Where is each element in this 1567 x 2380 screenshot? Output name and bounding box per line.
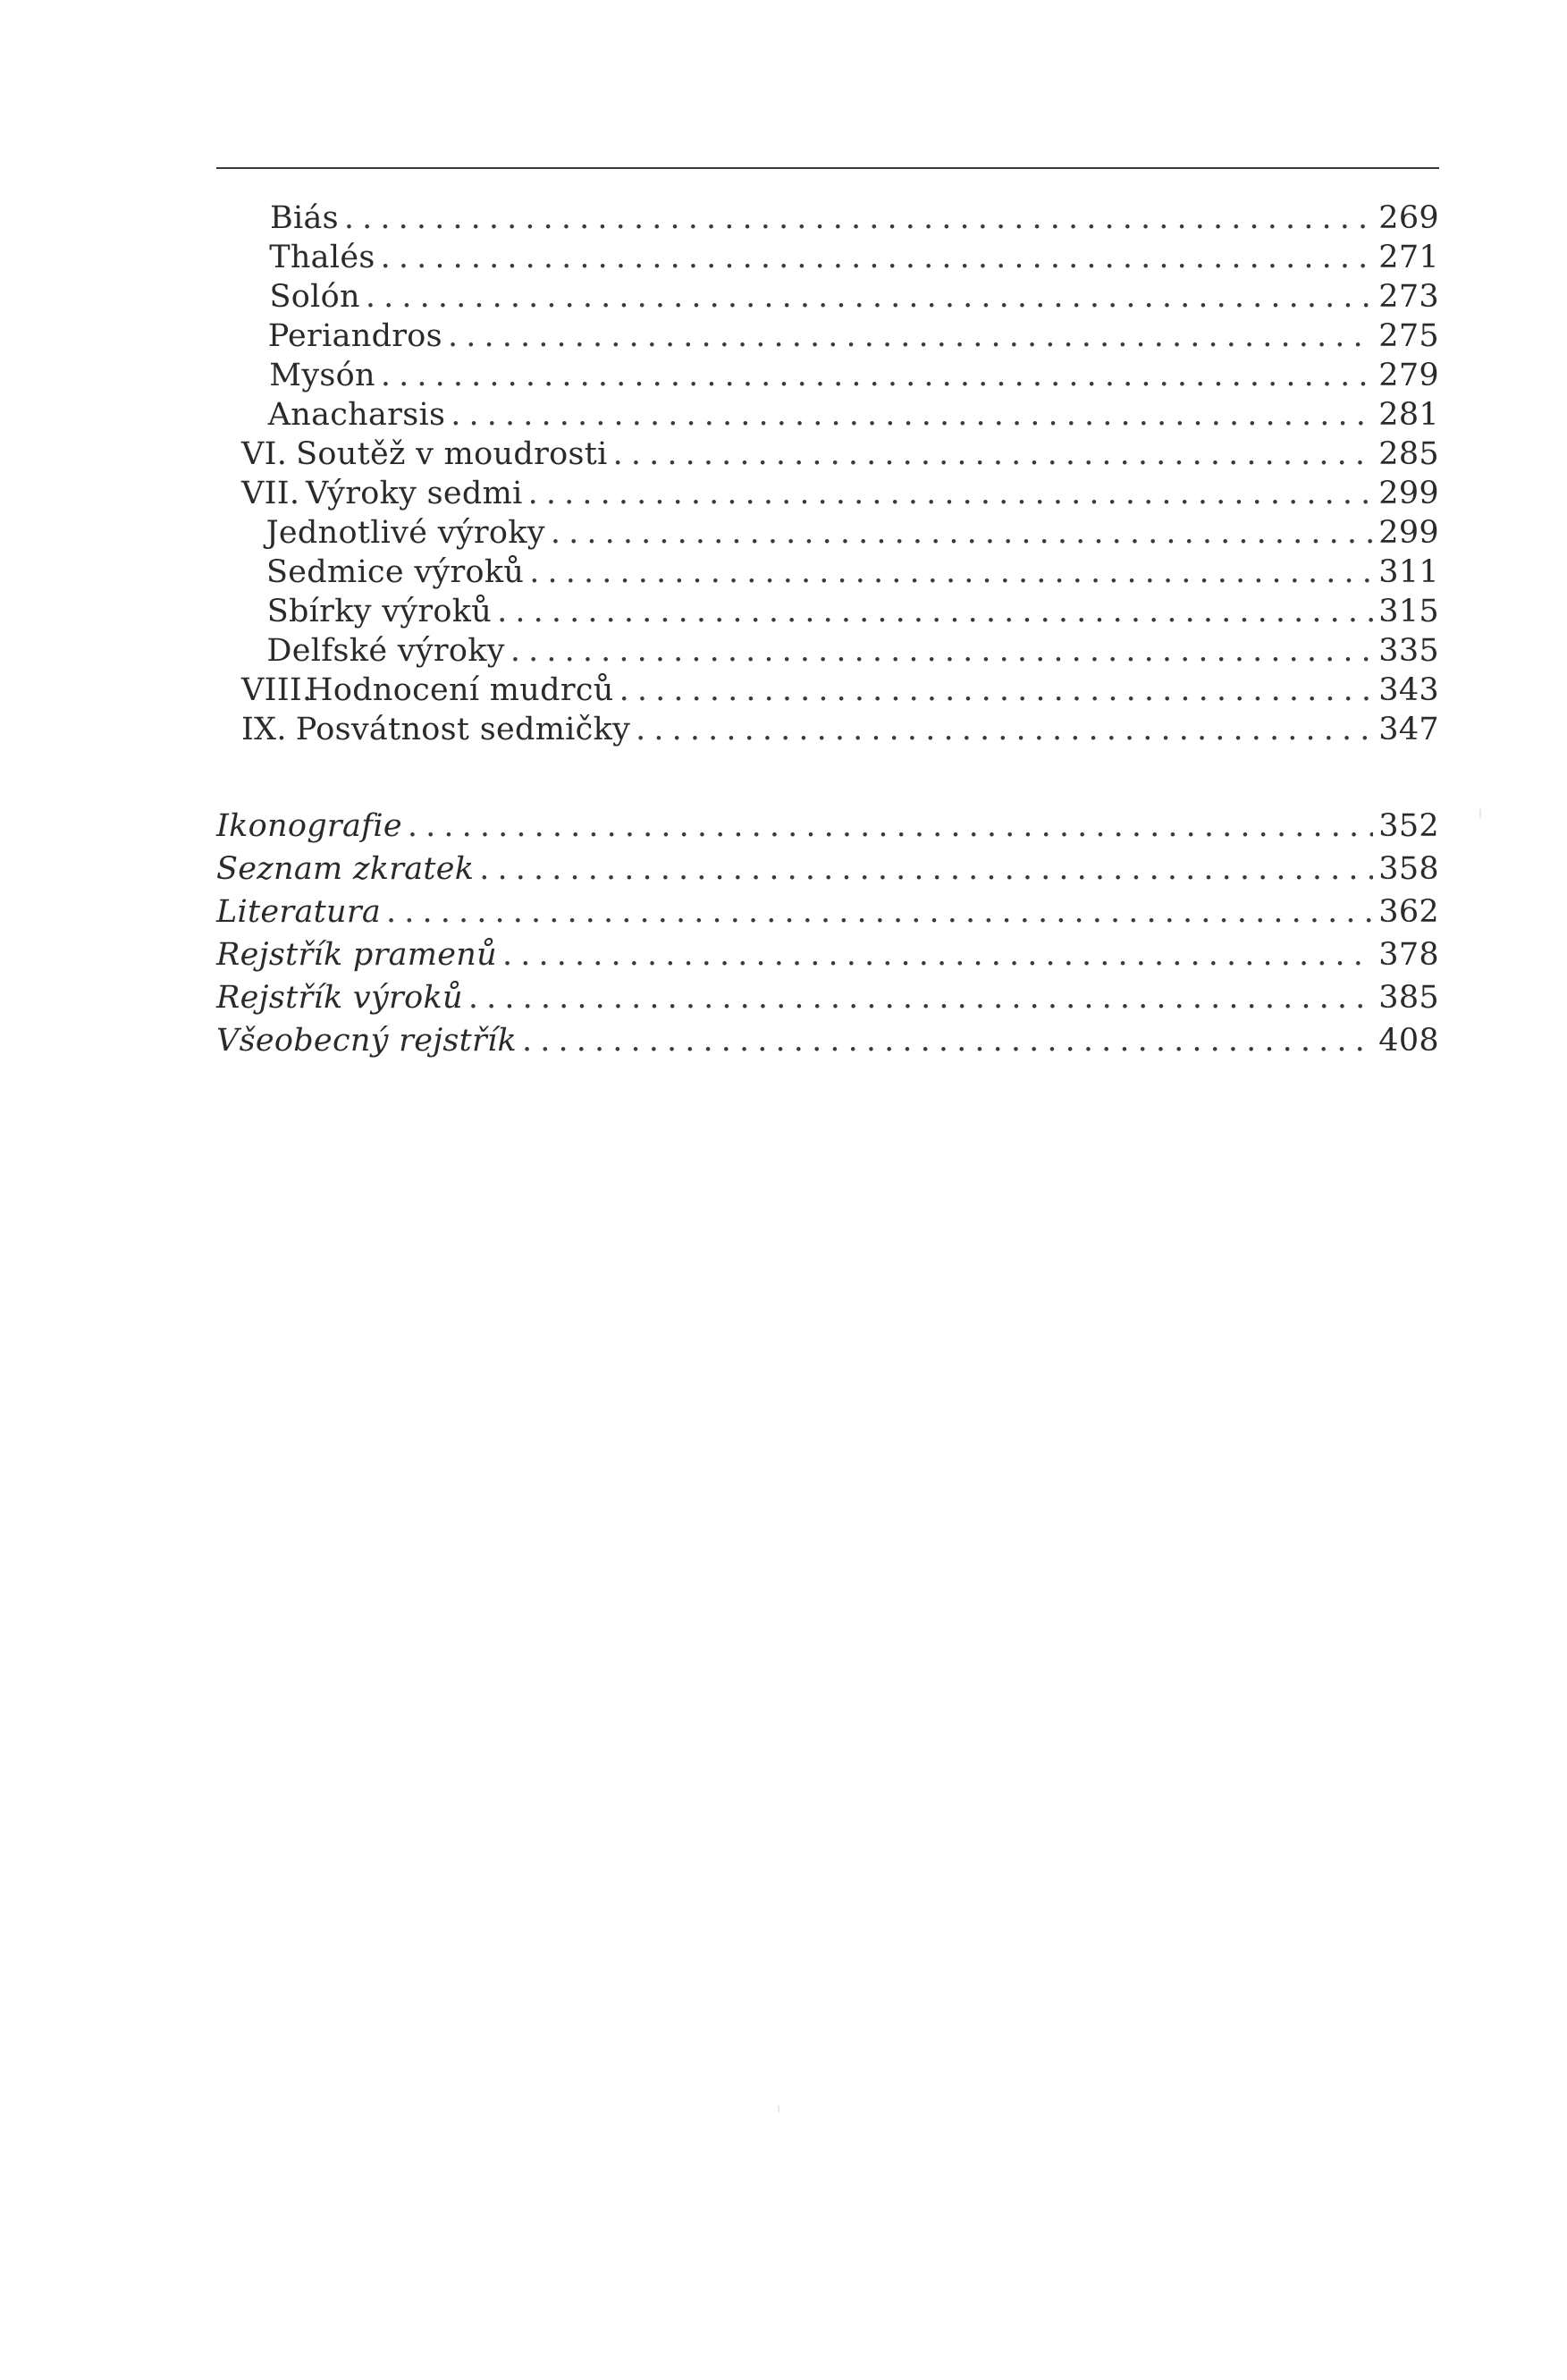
toc-backmatter-entry[interactable]	[216, 978, 1439, 1017]
toc-backmatter-entry[interactable]	[216, 935, 1439, 975]
toc-entry-page: 269	[1378, 200, 1439, 236]
toc-entry-title: Literatura	[216, 894, 382, 930]
toc-entry[interactable]	[241, 631, 1439, 671]
toc-entry-title: Mysón	[269, 358, 375, 393]
toc-entry-page: 343	[1378, 672, 1439, 708]
toc-entry-page: 335	[1378, 633, 1439, 669]
toc-entry[interactable]	[241, 671, 1439, 710]
toc-entry[interactable]	[241, 553, 1439, 592]
toc-entry[interactable]	[241, 277, 1439, 316]
toc-leader-dots	[468, 978, 1373, 1017]
toc-backmatter-entry[interactable]	[216, 806, 1439, 846]
toc-entry-title: Solón	[269, 279, 360, 315]
toc-leader-dots	[479, 849, 1373, 889]
toc-entry-page: 352	[1378, 808, 1439, 844]
toc-entry-page: 347	[1378, 712, 1439, 747]
toc-leader-dots	[381, 356, 1373, 395]
toc-entry-title: Seznam zkratek	[216, 851, 475, 887]
toc-leader-dots	[448, 316, 1373, 356]
toc-leader-dots	[613, 435, 1374, 474]
toc-leader-dots	[528, 474, 1374, 513]
toc-entry-page: 385	[1378, 980, 1439, 1016]
scan-mark	[778, 2106, 779, 2113]
toc-leader-dots	[386, 892, 1373, 932]
toc-entry-title: Rejstřík pramenů	[216, 937, 497, 973]
toc-leader-dots	[451, 395, 1373, 435]
toc-leader-dots	[636, 710, 1373, 749]
toc-entry-title: Posvátnost sedmičky	[295, 712, 631, 747]
toc-backmatter-entry[interactable]	[216, 892, 1439, 932]
toc-entry[interactable]	[241, 198, 1439, 238]
toc-entry-page: 299	[1378, 476, 1439, 511]
toc-leader-dots	[497, 592, 1373, 631]
toc-leader-dots	[510, 631, 1373, 671]
toc-entry-number: VI.	[241, 436, 288, 472]
toc-leader-dots	[344, 198, 1373, 238]
toc-leader-dots	[619, 671, 1374, 710]
toc-entry-page: 362	[1378, 894, 1439, 930]
toc-leader-dots	[551, 513, 1373, 553]
toc-entry-page: 378	[1378, 937, 1439, 973]
toc-leader-dots	[366, 277, 1373, 316]
toc-leader-dots	[381, 238, 1374, 277]
toc-entry[interactable]	[241, 474, 1439, 513]
toc-entry[interactable]	[241, 316, 1439, 356]
toc-entry-page: 358	[1378, 851, 1439, 887]
toc-entry-page: 285	[1378, 436, 1439, 472]
toc-entry-number: VII.	[241, 476, 300, 511]
toc-entry-title: Sbírky výroků	[266, 594, 493, 629]
toc-entry-page: 275	[1378, 318, 1439, 354]
toc-entry-title: Thalés	[269, 240, 375, 275]
toc-entry-title: Sedmice výroků	[266, 554, 525, 590]
toc-leader-dots	[502, 935, 1373, 975]
toc-entry-page: 315	[1378, 594, 1439, 629]
toc-entry-page: 408	[1378, 1023, 1439, 1059]
toc-entry-title: Hodnocení mudrců	[306, 672, 614, 708]
toc-entry-title: Ikonografie	[216, 808, 402, 844]
toc-backmatter-entry[interactable]	[216, 849, 1439, 889]
toc-entry-page: 299	[1378, 515, 1439, 551]
toc-entry[interactable]	[241, 435, 1439, 474]
toc-entry-page: 279	[1378, 358, 1439, 393]
top-rule	[216, 167, 1439, 169]
toc-entry-title: Rejstřík výroků	[216, 980, 463, 1016]
toc-leader-dots	[529, 553, 1373, 592]
toc-entry[interactable]	[241, 710, 1439, 749]
toc-entry-page: 311	[1378, 554, 1439, 590]
toc-entry-title: Biás	[269, 200, 339, 236]
toc-entry-number: VIII.	[241, 672, 313, 708]
toc-entry-title: Výroky sedmi	[306, 476, 523, 511]
toc-entry-title: Jednotlivé výroky	[265, 515, 545, 551]
toc-entry-page: 271	[1378, 240, 1439, 275]
toc-entry[interactable]	[241, 592, 1439, 631]
toc-entry[interactable]	[241, 356, 1439, 395]
toc-leader-dots	[408, 806, 1373, 846]
toc-entry-title: Periandros	[267, 318, 442, 354]
toc-entry[interactable]	[241, 513, 1439, 553]
toc-entry[interactable]	[241, 238, 1439, 277]
scan-mark	[1479, 809, 1481, 818]
toc-entry-page: 281	[1378, 397, 1439, 433]
toc-entry-title: Všeobecný rejstřík	[216, 1023, 518, 1059]
toc-leader-dots	[522, 1021, 1373, 1060]
toc-entry-number: IX.	[241, 712, 287, 747]
toc-entry-page: 273	[1378, 279, 1439, 315]
toc-backmatter-entry[interactable]	[216, 1021, 1439, 1060]
toc-entry-title: Soutěž v moudrosti	[296, 436, 608, 472]
toc-entry-title: Delfské výroky	[266, 633, 505, 669]
toc-entry-title: Anacharsis	[267, 397, 446, 433]
toc-entry[interactable]	[241, 395, 1439, 435]
